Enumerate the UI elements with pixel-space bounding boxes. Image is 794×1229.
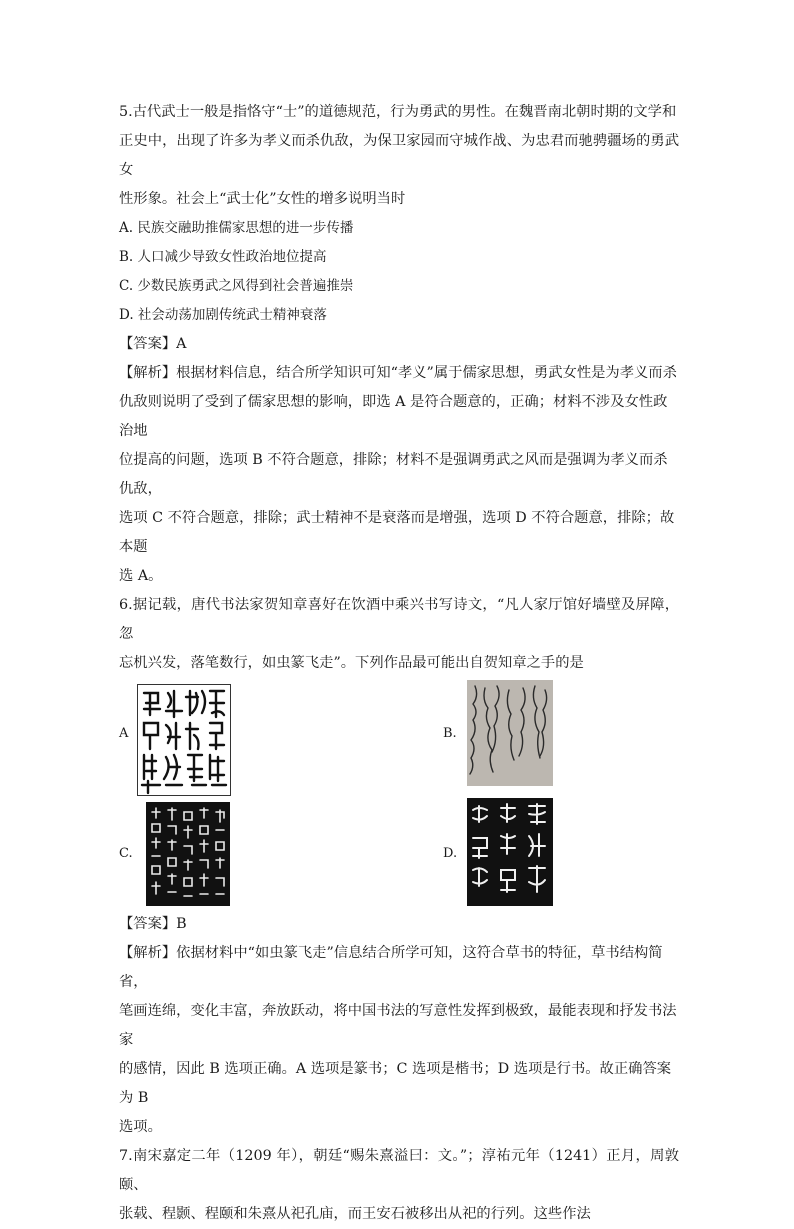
q6-image-letter-a: A [119,726,129,741]
q5-analysis-line-2: 仇敌则说明了受到了儒家思想的影响，即选 A 是符合题意的，正确；材料不涉及女性政治地 [119,394,668,439]
seal-script-strokes [138,685,230,795]
q6-analysis-line-2: 笔画连绵，变化丰富，奔放跃动，将中国书法的写意性发挥到极致，最能表现和抒发书法家 [119,1003,677,1048]
exam-page [119,98,679,1229]
seal-script-image [137,684,231,796]
running-script-strokes [467,798,553,906]
regular-script-image [146,802,230,906]
cursive-script-image [467,680,553,786]
q6-analysis-line-3: 的感情，因此 B 选项正确。A 选项是篆书；C 选项是楷书；D 选项是行书。故正确答案为 B [119,1061,672,1106]
cursive-script-strokes [467,680,553,786]
q5-analysis-line-4: 选项 C 不符合题意，排除；武士精神不是衰落而是增强，选项 D 不符合题意，排除；故本题 [119,510,675,555]
question-5 [119,98,679,591]
running-script-image [467,798,553,906]
q5-analysis-line-3: 位提高的问题，选项 B 不符合题意，排除；材料不是强调勇武之风而是强调为孝义而杀仇敌， [119,452,668,497]
q5-option-d: D. 社会动荡加剧传统武士精神衰落 [119,307,327,323]
question-7 [119,1142,679,1229]
q5-line-1: 5.古代武士一般是指恪守“士”的道德规范，行为勇武的男性。在魏晋南北朝时期的文学和 [119,104,677,120]
q6-image-letter-c: C. [119,846,133,861]
q6-image-row-1 [119,678,679,798]
q5-line-3: 性形象。社会上“武士化”女性的增多说明当时 [119,191,406,207]
q5-line-2: 正史中，出现了许多为孝义而杀仇敌，为保卫家园而守城作战、为忠君而驰骋疆场的勇武女 [119,133,679,178]
q5-analysis-line-5: 选 A。 [119,568,163,584]
q7-line-2: 张载、程颢、程颐和朱熹从祀孔庙，而王安石被移出从祀的行列。这些作法 [119,1206,591,1222]
q6-analysis-line-1: 【解析】依据材料中“如虫篆飞走”信息结合所学可知，这符合草书的特征，草书结构简省， [119,945,663,990]
q6-image-letter-d: D. [443,846,458,861]
q5-option-c: C. 少数民族勇武之风得到社会普遍推崇 [119,278,354,294]
q5-option-b: B. 人口减少导致女性政治地位提高 [119,249,327,265]
q5-analysis-line-1: 【解析】根据材料信息，结合所学知识可知“孝义”属于儒家思想，勇武女性是为孝义而杀 [119,365,677,381]
q7-line-1: 7.南宋嘉定二年（1209 年），朝廷“赐朱熹溢曰：文。”；淳祐元年（1241）正月，周敦颐、 [119,1148,679,1193]
q6-image-row-2 [119,798,679,910]
q6-line-1: 6.据记载，唐代书法家贺知章喜好在饮酒中乘兴书写诗文，“凡人家厅馆好墙壁及屏障，忽 [119,597,679,642]
q6-analysis-line-4: 选项。 [119,1119,162,1135]
q6-image-letter-b: B. [443,726,457,741]
q5-answer: 【答案】A [119,336,187,352]
regular-script-strokes [146,802,230,906]
q5-option-a: A. 民族交融助推儒家思想的进一步传播 [119,220,354,236]
q6-answer: 【答案】B [119,916,187,932]
q6-line-2: 忘机兴发，落笔数行，如虫篆飞走”。下列作品最可能出自贺知章之手的是 [119,655,584,671]
question-6 [119,591,679,1142]
